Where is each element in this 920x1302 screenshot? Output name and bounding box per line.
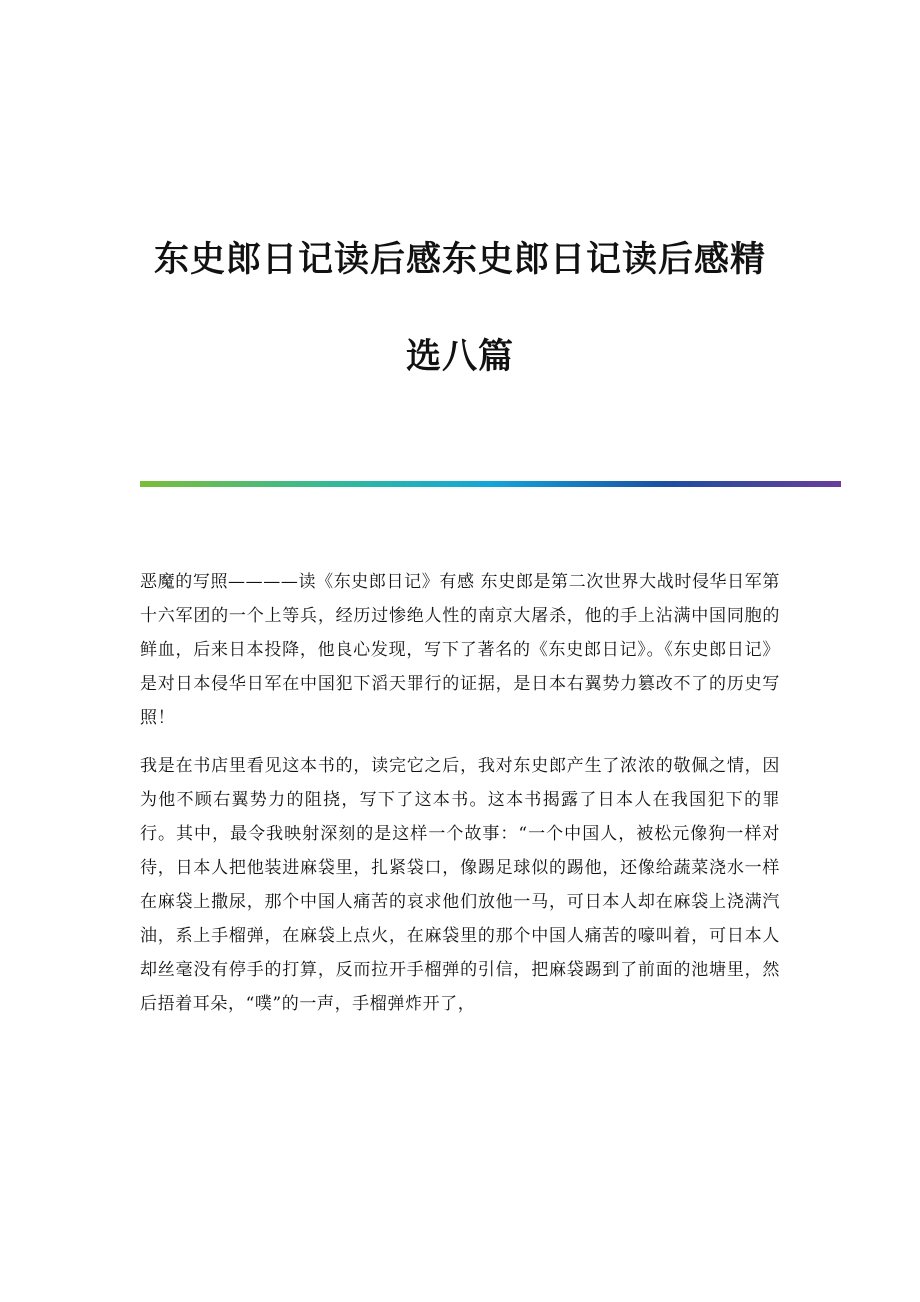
paragraph: 恶魔的写照————读《东史郎日记》有感 东史郎是第二次世界大战时侵华日军第十六军团的一个上等兵，经历过惨绝人性的南京大屠杀，他的手上沾满中国同胞的鲜血，后来日本投降，他良心发现，写下了著名的《东史郎日记》。《东史郎日记》是对日本侵华日军在中国犯下滔天罪行的证据，是日本右翼势力篡改不了的历史写照！	[140, 572, 780, 728]
page-title	[100, 212, 820, 406]
article-body	[140, 565, 780, 1035]
paragraph: 我是在书店里看见这本书的，读完它之后，我对东史郎产生了浓浓的敬佩之情，因为他不顾右翼势力的阻挠，写下了这本书。这本书揭露了日本人在我国犯下的罪行。其中，最令我映射深刻的是这样一个故事：“一个中国人，被松元像狗一样对待，日本人把他装进麻袋里，扎紧袋口，像踢足球似的踢他，还像给蔬菜浇水一样在麻袋上撒尿，那个中国人痛苦的哀求他们放他一马，可日本人却在麻袋上浇满汽油，系上手榴弹，在麻袋上点火，在麻袋里的那个中国人痛苦的嚎叫着，可日本人却丝毫没有停手的打算，反而拉开手榴弹的引信，把麻袋踢到了前面的池塘里，然后捂着耳朵，“噗”的一声，手榴弹炸开了，	[140, 756, 780, 1014]
title-line-2: 选八篇	[405, 337, 514, 377]
gradient-divider	[140, 481, 841, 487]
title-line-1: 东史郎日记读后感东史郎日记读后感精	[153, 240, 766, 280]
